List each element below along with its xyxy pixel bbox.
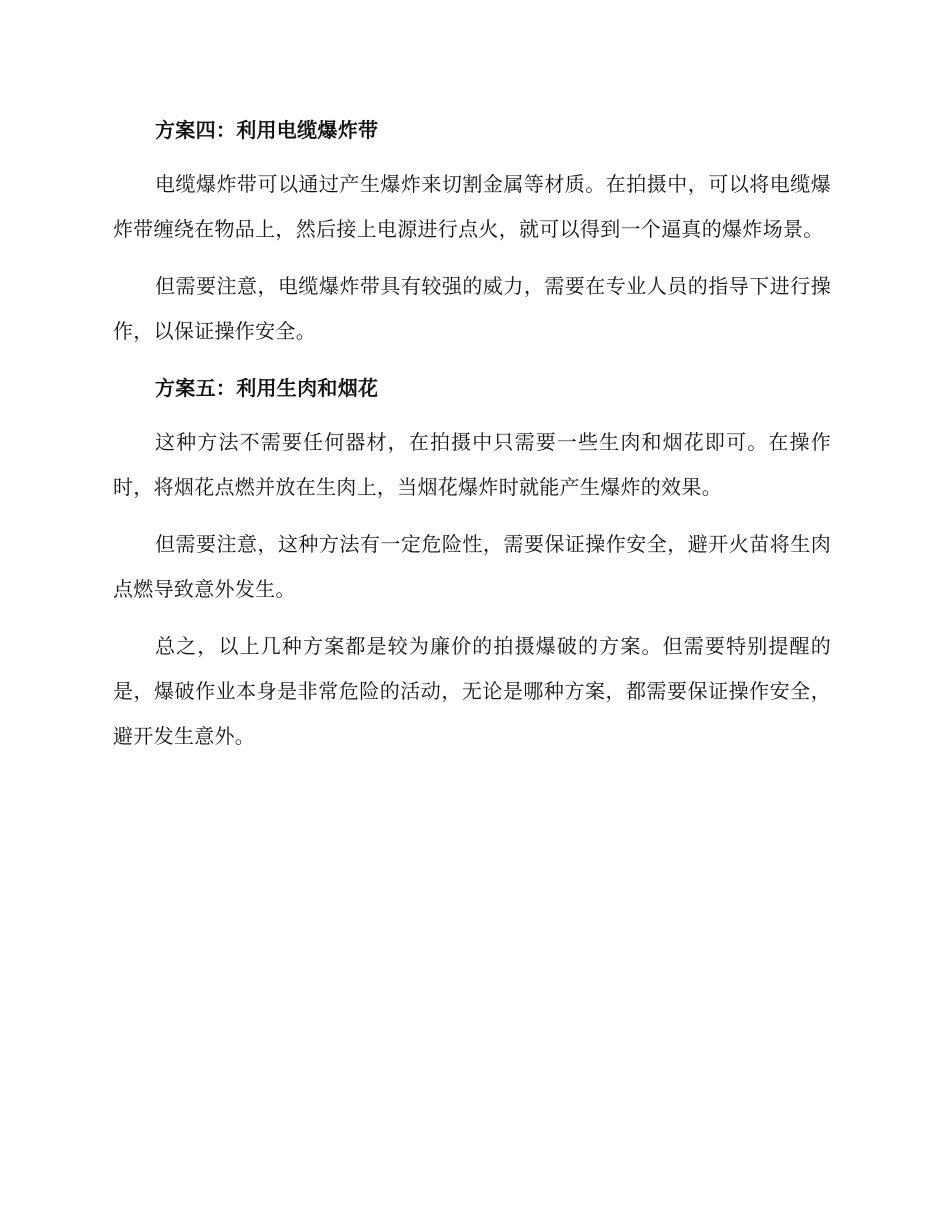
section-heading-plan-5: 方案五：利用生肉和烟花 (155, 376, 379, 400)
paragraph-plan-5-warning: 但需要注意，这种方法有一定危险性，需要保证操作安全，避开火苗将生肉点燃导致意外发生。 (113, 532, 831, 601)
document-page (113, 108, 831, 759)
section-heading-plan-4: 方案四：利用电缆爆炸带 (155, 118, 379, 142)
paragraph-plan-4-warning: 但需要注意，电缆爆炸带具有较强的威力，需要在专业人员的指导下进行操作，以保证操作安全。 (113, 274, 831, 343)
paragraph-conclusion: 总之，以上几种方案都是较为廉价的拍摄爆破的方案。但需要特别提醒的是，爆破作业本身是非常危险的活动，无论是哪种方案，都需要保证操作安全，避开发生意外。 (113, 634, 831, 748)
paragraph-plan-4-description: 电缆爆炸带可以通过产生爆炸来切割金属等材质。在拍摄中，可以将电缆爆炸带缠绕在物品上，然后接上电源进行点火，就可以得到一个逼真的爆炸场景。 (113, 172, 831, 241)
paragraph-plan-5-description: 这种方法不需要任何器材，在拍摄中只需要一些生肉和烟花即可。在操作时，将烟花点燃并放在生肉上，当烟花爆炸时就能产生爆炸的效果。 (113, 430, 831, 499)
